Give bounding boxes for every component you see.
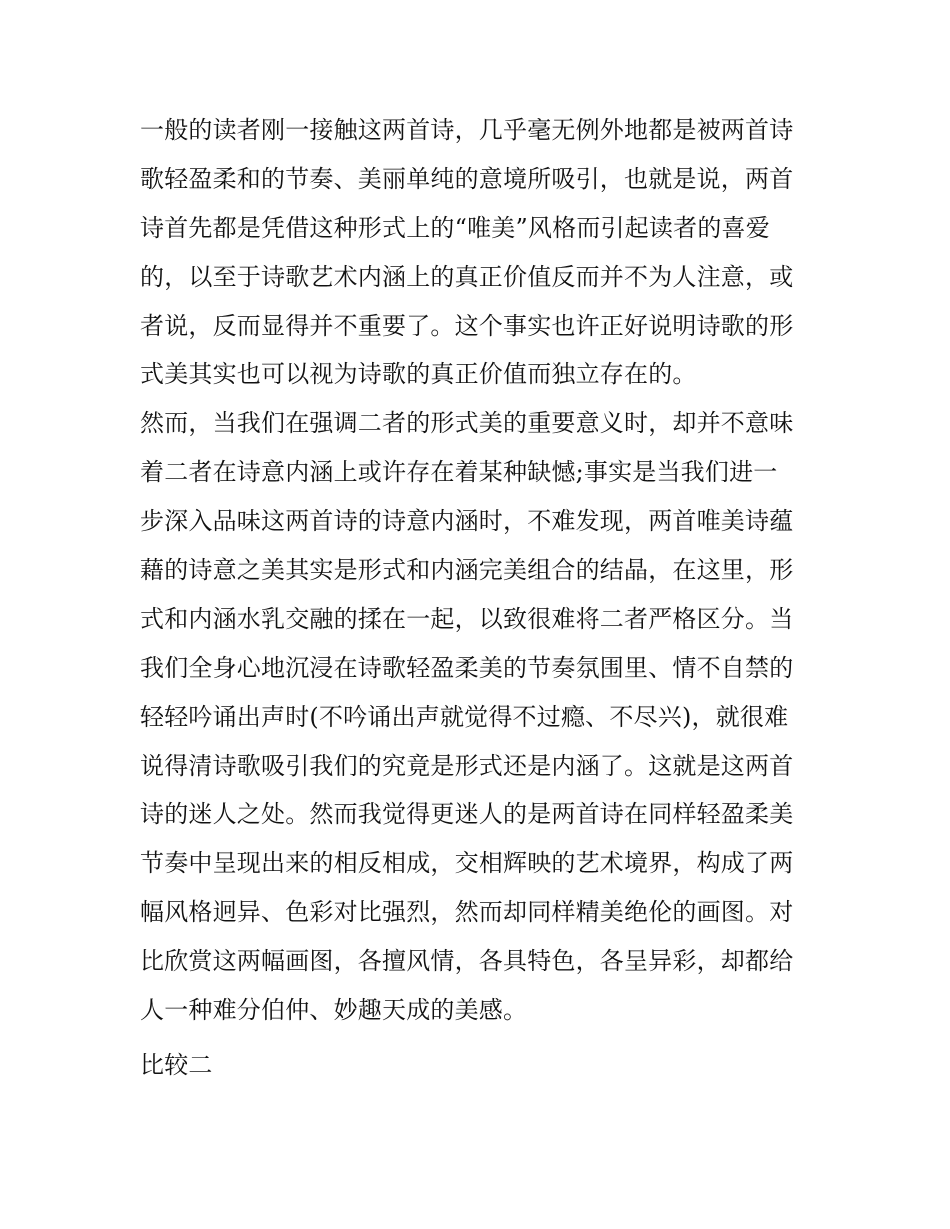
text-line: 的，以至于诗歌艺术内涵上的真正价值反而并不为人注意，或 xyxy=(140,262,794,291)
text-line: 轻轻吟诵出声时(不吟诵出声就觉得不过瘾、不尽兴)，就很难 xyxy=(140,702,789,731)
text-line: 一般的读者刚一接触这两首诗，几乎毫无例外地都是被两首诗 xyxy=(140,116,794,144)
text-line: 我们全身心地沉浸在诗歌轻盈柔美的节奏氛围里、情不自禁的 xyxy=(140,653,794,682)
text-line: 者说，反而显得并不重要了。这个事实也许正好说明诗歌的形 xyxy=(140,311,794,340)
paragraph-2 xyxy=(140,399,820,1035)
text-line: 歌轻盈柔和的节奏、美丽单纯的意境所吸引，也就是说，两首 xyxy=(140,164,794,193)
text-line: 节奏中呈现出来的相反相成，交相辉映的艺术境界，构成了两 xyxy=(140,849,794,878)
text-line: 说得清诗歌吸引我们的究竟是形式还是内涵了。这就是这两首 xyxy=(140,751,794,780)
text-line: 着二者在诗意内涵上或许存在着某种缺憾;事实是当我们进一 xyxy=(140,458,778,487)
text-line: 诗的迷人之处。然而我觉得更迷人的是两首诗在同样轻盈柔美 xyxy=(140,800,794,829)
document-body xyxy=(140,106,820,1090)
text-line: 藉的诗意之美其实是形式和内涵完美组合的结晶，在这里，形 xyxy=(140,556,794,585)
text-line: 人一种难分伯仲、妙趣天成的美感。 xyxy=(140,996,528,1025)
text-line: 式美其实也可以视为诗歌的真正价值而独立存在的。 xyxy=(140,360,697,389)
text-line: 诗首先都是凭借这种形式上的“唯美”风格而引起读者的喜爱 xyxy=(140,213,770,242)
section-heading: 比较二 xyxy=(140,1050,213,1079)
text-line: 步深入品味这两首诗的诗意内涵时，不难发现，两首唯美诗蕴 xyxy=(140,507,794,536)
text-line: 比欣赏这两幅画图，各擅风情，各具特色，各呈异彩，却都给 xyxy=(140,947,794,976)
text-line: 幅风格迥异、色彩对比强烈，然而却同样精美绝伦的画图。对 xyxy=(140,898,794,927)
paragraph-1 xyxy=(140,106,820,399)
text-line: 然而，当我们在强调二者的形式美的重要意义时，却并不意味 xyxy=(140,409,794,438)
text-line: 式和内涵水乳交融的揉在一起，以致很难将二者严格区分。当 xyxy=(140,604,794,633)
